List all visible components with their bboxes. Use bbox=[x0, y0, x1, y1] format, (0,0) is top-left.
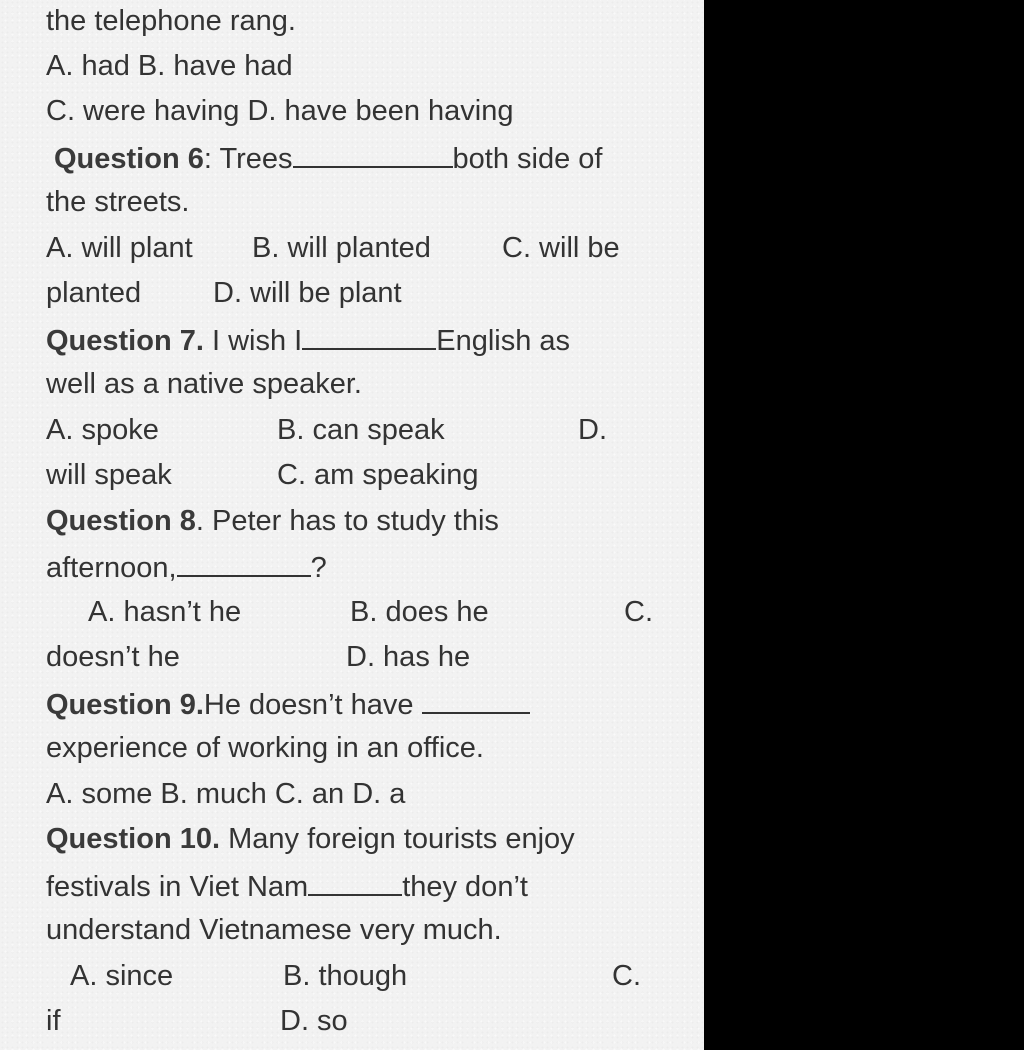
q10-options-line-2 bbox=[0, 1000, 704, 1042]
q7-stem-line-2-text: well as a native speaker. bbox=[46, 368, 362, 400]
q6-options-line-2 bbox=[0, 272, 704, 314]
q6-option-c-end: planted bbox=[46, 277, 142, 309]
q7-option-a: A. spoke bbox=[46, 414, 159, 446]
q9-stem-start: He doesn’t have bbox=[203, 689, 422, 721]
q7-options-line-2 bbox=[0, 454, 704, 496]
q6-blank bbox=[293, 136, 453, 168]
q6-stem-line-2-text: the streets. bbox=[46, 186, 190, 218]
q6-option-b: B. will planted bbox=[252, 232, 431, 264]
q10-blank bbox=[308, 864, 402, 896]
q10-option-b: B. though bbox=[283, 960, 408, 992]
q6-stem-start: : Trees bbox=[203, 143, 293, 175]
q6-option-a: A. will plant bbox=[46, 232, 193, 264]
q7-option-d-end: will speak bbox=[46, 459, 172, 491]
q8-option-a: A. hasn’t he bbox=[88, 596, 242, 628]
q5-stem-end-text: the telephone rang. bbox=[46, 5, 296, 37]
q7-option-d-start: D. bbox=[578, 414, 607, 446]
q10-stem-after-blank: they don’t bbox=[402, 871, 528, 903]
q6-label: Question 6 bbox=[54, 143, 204, 175]
q10-stem-line-3-text: understand Vietnamese very much. bbox=[46, 914, 502, 946]
q10-option-a: A. since bbox=[70, 960, 174, 992]
q10-option-c-end: if bbox=[46, 1005, 61, 1037]
q10-option-c-start: C. bbox=[612, 960, 641, 992]
q8-option-c-start: C. bbox=[624, 596, 653, 628]
q10-label: Question 10. bbox=[46, 823, 221, 855]
q7-stem-line-2 bbox=[46, 363, 362, 405]
q7-option-b: B. can speak bbox=[277, 414, 445, 446]
q7-options-line-1 bbox=[0, 409, 704, 451]
q7-stem-start: I wish I bbox=[203, 325, 303, 357]
q10-stem-line-1 bbox=[46, 818, 575, 860]
q8-stem-line-1 bbox=[46, 500, 499, 542]
q8-options-line-2 bbox=[0, 636, 704, 678]
q7-stem-line-1 bbox=[46, 318, 570, 360]
q8-options-line-1 bbox=[0, 591, 704, 633]
q5-options-text-1: A. had B. have had bbox=[46, 50, 293, 82]
q9-stem-line-2-text: experience of working in an office. bbox=[46, 732, 484, 764]
q8-option-b: B. does he bbox=[350, 596, 489, 628]
q9-label: Question 9. bbox=[46, 689, 204, 721]
q10-stem-start: Many foreign tourists enjoy bbox=[220, 823, 575, 855]
q7-label: Question 7. bbox=[46, 325, 204, 357]
q5-stem-end bbox=[46, 0, 296, 42]
q10-option-d: D. so bbox=[280, 1005, 348, 1037]
q10-stem-line-3 bbox=[46, 909, 502, 951]
q6-stem-line-1 bbox=[54, 136, 602, 178]
q8-stem-line-2-text: afternoon, bbox=[46, 552, 177, 584]
q6-stem-line-2 bbox=[46, 181, 189, 223]
q8-stem-line-2 bbox=[46, 545, 327, 587]
q7-stem-after-blank: English as bbox=[436, 325, 571, 357]
q8-stem-after-blank: ? bbox=[310, 552, 327, 584]
q5-options-line-1 bbox=[46, 45, 293, 87]
q8-option-c-end: doesn’t he bbox=[46, 641, 180, 673]
q8-blank bbox=[177, 545, 311, 577]
q10-options-line-1 bbox=[0, 955, 704, 997]
q10-stem-line-2-text: festivals in Viet Nam bbox=[46, 871, 309, 903]
q6-option-c-start: C. will be bbox=[502, 232, 620, 264]
q6-options-line-1 bbox=[0, 227, 704, 269]
black-margin bbox=[704, 0, 1024, 1050]
q5-options-text-2: C. were having D. have been having bbox=[46, 95, 514, 127]
q8-label: Question 8 bbox=[46, 505, 196, 537]
q6-stem-after-blank: both side of bbox=[452, 143, 603, 175]
q10-stem-line-2 bbox=[46, 864, 528, 906]
q9-blank bbox=[422, 682, 530, 714]
q5-options-line-2 bbox=[46, 90, 514, 132]
q7-option-c: C. am speaking bbox=[277, 459, 479, 491]
q7-blank bbox=[302, 318, 436, 350]
q8-option-d: D. has he bbox=[346, 641, 471, 673]
q9-options-text: A. some B. much C. an D. a bbox=[46, 778, 406, 810]
q8-stem-start: . Peter has to study this bbox=[195, 505, 499, 537]
q6-option-d: D. will be plant bbox=[213, 277, 402, 309]
q9-stem-line-2 bbox=[46, 727, 484, 769]
q9-stem-line-1 bbox=[46, 682, 530, 724]
q9-options-line bbox=[46, 773, 405, 815]
